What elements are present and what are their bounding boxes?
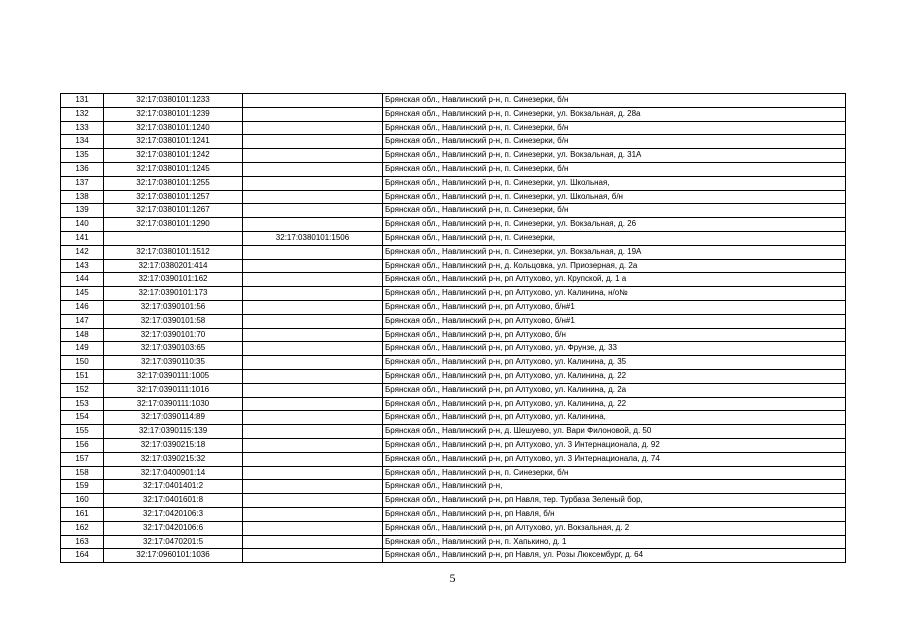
- row-number-cell: 149: [61, 342, 104, 356]
- cadastral-number-cell: 32:17:0390101:56: [104, 300, 243, 314]
- row-number-cell: 138: [61, 190, 104, 204]
- cadastral-number-alt-cell: [243, 245, 383, 259]
- registry-table-body: [61, 94, 846, 563]
- address-cell: Брянская обл., Навлинский р-н, п. Синезерки, ул. Школьная, б/н: [383, 190, 846, 204]
- address-cell: Брянская обл., Навлинский р-н, п. Синезерки, б/н: [383, 204, 846, 218]
- cadastral-number-cell: 32:17:0390110:35: [104, 356, 243, 370]
- cadastral-number-alt-cell: [243, 452, 383, 466]
- address-cell: Брянская обл., Навлинский р-н, п. Синезерки, ул. Вокзальная, д. 26: [383, 218, 846, 232]
- table-row: [61, 287, 846, 301]
- row-number-cell: 141: [61, 231, 104, 245]
- cadastral-number-alt-cell: [243, 259, 383, 273]
- cadastral-number-alt-cell: [243, 494, 383, 508]
- address-cell: Брянская обл., Навлинский р-н, д. Кольцовка, ул. Приозерная, д. 2а: [383, 259, 846, 273]
- cadastral-number-alt-cell: [243, 425, 383, 439]
- table-row: [61, 245, 846, 259]
- address-cell: Брянская обл., Навлинский р-н, рп Алтухово, ул. Калинина,: [383, 411, 846, 425]
- row-number-cell: 131: [61, 94, 104, 108]
- address-cell: Брянская обл., Навлинский р-н,: [383, 480, 846, 494]
- row-number-cell: 164: [61, 549, 104, 563]
- table-row: [61, 94, 846, 108]
- cadastral-number-alt-cell: [243, 411, 383, 425]
- cadastral-number-cell: 32:17:0390101:173: [104, 287, 243, 301]
- table-row: [61, 176, 846, 190]
- row-number-cell: 140: [61, 218, 104, 232]
- cadastral-number-cell: 32:17:0390111:1016: [104, 383, 243, 397]
- cadastral-number-cell: 32:17:0380101:1255: [104, 176, 243, 190]
- cadastral-number-alt-cell: [243, 466, 383, 480]
- row-number-cell: 148: [61, 328, 104, 342]
- row-number-cell: 152: [61, 383, 104, 397]
- table-row: [61, 273, 846, 287]
- table-row: [61, 425, 846, 439]
- table-row: [61, 218, 846, 232]
- address-cell: Брянская обл., Навлинский р-н, п. Синезерки, б/н: [383, 121, 846, 135]
- row-number-cell: 142: [61, 245, 104, 259]
- table-row: [61, 466, 846, 480]
- row-number-cell: 143: [61, 259, 104, 273]
- cadastral-number-alt-cell: [243, 383, 383, 397]
- cadastral-number-cell: 32:17:0390215:32: [104, 452, 243, 466]
- cadastral-number-alt-cell: [243, 94, 383, 108]
- row-number-cell: 132: [61, 107, 104, 121]
- address-cell: Брянская обл., Навлинский р-н, п. Синезерки, б/н: [383, 162, 846, 176]
- cadastral-number-cell: 32:17:0380101:1257: [104, 190, 243, 204]
- cadastral-number-cell: 32:17:0380101:1239: [104, 107, 243, 121]
- row-number-cell: 139: [61, 204, 104, 218]
- cadastral-number-cell: 32:17:0380101:1242: [104, 149, 243, 163]
- row-number-cell: 145: [61, 287, 104, 301]
- cadastral-number-alt-cell: [243, 190, 383, 204]
- row-number-cell: 134: [61, 135, 104, 149]
- table-row: [61, 259, 846, 273]
- row-number-cell: 150: [61, 356, 104, 370]
- address-cell: Брянская обл., Навлинский р-н, п. Синезерки, б/н: [383, 466, 846, 480]
- cadastral-number-cell: 32:17:0380101:1290: [104, 218, 243, 232]
- table-row: [61, 521, 846, 535]
- address-cell: Брянская обл., Навлинский р-н, п. Синезерки,: [383, 231, 846, 245]
- address-cell: Брянская обл., Навлинский р-н, рп Алтухово, ул. Калинина, д. 22: [383, 397, 846, 411]
- address-cell: Брянская обл., Навлинский р-н, рп Алтухово, ул. Вокзальная, д. 2: [383, 521, 846, 535]
- cadastral-number-cell: 32:17:0960101:1036: [104, 549, 243, 563]
- row-number-cell: 135: [61, 149, 104, 163]
- row-number-cell: 155: [61, 425, 104, 439]
- cadastral-number-cell: 32:17:0390103:65: [104, 342, 243, 356]
- cadastral-number-cell: 32:17:0380101:1233: [104, 94, 243, 108]
- row-number-cell: 144: [61, 273, 104, 287]
- cadastral-number-cell: [104, 231, 243, 245]
- cadastral-number-alt-cell: [243, 549, 383, 563]
- address-cell: Брянская обл., Навлинский р-н, рп Алтухово, ул. Калинина, н/о№: [383, 287, 846, 301]
- registry-table: [60, 93, 846, 563]
- row-number-cell: 154: [61, 411, 104, 425]
- table-row: [61, 342, 846, 356]
- table-row: [61, 300, 846, 314]
- table-row: [61, 328, 846, 342]
- address-cell: Брянская обл., Навлинский р-н, рп Алтухово, ул. Фрунзе, д. 33: [383, 342, 846, 356]
- cadastral-number-alt-cell: [243, 204, 383, 218]
- table-row: [61, 162, 846, 176]
- cadastral-number-cell: 32:17:0380201:414: [104, 259, 243, 273]
- table-row: [61, 231, 846, 245]
- table-row: [61, 535, 846, 549]
- address-cell: Брянская обл., Навлинский р-н, рп Навля, ул. Розы Люксембург, д. 64: [383, 549, 846, 563]
- address-cell: Брянская обл., Навлинский р-н, п. Синезерки, б/н: [383, 135, 846, 149]
- cadastral-number-alt-cell: [243, 356, 383, 370]
- cadastral-number-alt-cell: [243, 342, 383, 356]
- address-cell: Брянская обл., Навлинский р-н, рп Алтухово, б/н#1: [383, 314, 846, 328]
- table-row: [61, 204, 846, 218]
- address-cell: Брянская обл., Навлинский р-н, рп Алтухово, ул. Калинина, д. 22: [383, 369, 846, 383]
- table-row: [61, 121, 846, 135]
- table-row: [61, 369, 846, 383]
- cadastral-number-cell: 32:17:0380101:1245: [104, 162, 243, 176]
- cadastral-number-cell: 32:17:0390111:1030: [104, 397, 243, 411]
- address-cell: Брянская обл., Навлинский р-н, п. Хапькино, д. 1: [383, 535, 846, 549]
- table-row: [61, 314, 846, 328]
- cadastral-number-cell: 32:17:0390114:89: [104, 411, 243, 425]
- cadastral-number-cell: 32:17:0420106:6: [104, 521, 243, 535]
- row-number-cell: 136: [61, 162, 104, 176]
- row-number-cell: 151: [61, 369, 104, 383]
- address-cell: Брянская обл., Навлинский р-н, рп Алтухово, б/н#1: [383, 300, 846, 314]
- address-cell: Брянская обл., Навлинский р-н, п. Синезерки, ул. Вокзальная, д. 28а: [383, 107, 846, 121]
- cadastral-number-alt-cell: 32:17:0380101:1506: [243, 231, 383, 245]
- cadastral-number-cell: 32:17:0470201:5: [104, 535, 243, 549]
- row-number-cell: 147: [61, 314, 104, 328]
- row-number-cell: 159: [61, 480, 104, 494]
- cadastral-number-alt-cell: [243, 438, 383, 452]
- address-cell: Брянская обл., Навлинский р-н, рп Алтухово, ул. 3 Интернационала, д. 92: [383, 438, 846, 452]
- cadastral-number-cell: 32:17:0390101:58: [104, 314, 243, 328]
- cadastral-number-alt-cell: [243, 369, 383, 383]
- row-number-cell: 156: [61, 438, 104, 452]
- cadastral-number-alt-cell: [243, 149, 383, 163]
- address-cell: Брянская обл., Навлинский р-н, рп Алтухово, ул. Калинина, д. 35: [383, 356, 846, 370]
- cadastral-number-alt-cell: [243, 135, 383, 149]
- cadastral-number-cell: 32:17:0380101:1267: [104, 204, 243, 218]
- cadastral-number-alt-cell: [243, 218, 383, 232]
- row-number-cell: 158: [61, 466, 104, 480]
- cadastral-number-alt-cell: [243, 107, 383, 121]
- address-cell: Брянская обл., Навлинский р-н, рп Алтухово, б/н: [383, 328, 846, 342]
- cadastral-number-alt-cell: [243, 287, 383, 301]
- cadastral-number-cell: 32:17:0390115:139: [104, 425, 243, 439]
- cadastral-number-alt-cell: [243, 121, 383, 135]
- table-row: [61, 149, 846, 163]
- table-row: [61, 494, 846, 508]
- address-cell: Брянская обл., Навлинский р-н, рп Алтухово, ул. Крупской, д. 1 а: [383, 273, 846, 287]
- cadastral-number-cell: 32:17:0390101:70: [104, 328, 243, 342]
- row-number-cell: 163: [61, 535, 104, 549]
- row-number-cell: 133: [61, 121, 104, 135]
- cadastral-number-alt-cell: [243, 314, 383, 328]
- address-cell: Брянская обл., Навлинский р-н, п. Синезерки, ул. Вокзальная, д. 19А: [383, 245, 846, 259]
- row-number-cell: 153: [61, 397, 104, 411]
- address-cell: Брянская обл., Навлинский р-н, д. Шешуево, ул. Вари Филоновой, д. 50: [383, 425, 846, 439]
- cadastral-number-cell: 32:17:0401401:2: [104, 480, 243, 494]
- row-number-cell: 161: [61, 507, 104, 521]
- address-cell: Брянская обл., Навлинский р-н, п. Синезерки, ул. Школьная,: [383, 176, 846, 190]
- table-row: [61, 452, 846, 466]
- cadastral-number-alt-cell: [243, 162, 383, 176]
- address-cell: Брянская обл., Навлинский р-н, рп Алтухово, ул. Калинина, д. 2а: [383, 383, 846, 397]
- cadastral-number-cell: 32:17:0380101:1240: [104, 121, 243, 135]
- table-row: [61, 438, 846, 452]
- page-number: 5: [449, 571, 456, 585]
- table-row: [61, 411, 846, 425]
- row-number-cell: 146: [61, 300, 104, 314]
- table-row: [61, 507, 846, 521]
- table-row: [61, 480, 846, 494]
- cadastral-number-alt-cell: [243, 300, 383, 314]
- cadastral-number-cell: 32:17:0401601:8: [104, 494, 243, 508]
- address-cell: Брянская обл., Навлинский р-н, п. Синезерки, ул. Вокзальная, д. 31А: [383, 149, 846, 163]
- cadastral-number-cell: 32:17:0390111:1005: [104, 369, 243, 383]
- cadastral-number-alt-cell: [243, 397, 383, 411]
- cadastral-number-cell: 32:17:0380101:1241: [104, 135, 243, 149]
- table-row: [61, 383, 846, 397]
- cadastral-number-cell: 32:17:0390215:18: [104, 438, 243, 452]
- cadastral-number-alt-cell: [243, 176, 383, 190]
- table-row: [61, 107, 846, 121]
- address-cell: Брянская обл., Навлинский р-н, рп Навля, б/н: [383, 507, 846, 521]
- row-number-cell: 162: [61, 521, 104, 535]
- cadastral-number-alt-cell: [243, 273, 383, 287]
- cadastral-number-alt-cell: [243, 480, 383, 494]
- address-cell: Брянская обл., Навлинский р-н, рп Навля, тер. Турбаза Зеленый бор,: [383, 494, 846, 508]
- address-cell: Брянская обл., Навлинский р-н, рп Алтухово, ул. 3 Интернационала, д. 74: [383, 452, 846, 466]
- row-number-cell: 157: [61, 452, 104, 466]
- cadastral-number-alt-cell: [243, 507, 383, 521]
- table-row: [61, 190, 846, 204]
- row-number-cell: 137: [61, 176, 104, 190]
- row-number-cell: 160: [61, 494, 104, 508]
- cadastral-number-cell: 32:17:0380101:1512: [104, 245, 243, 259]
- cadastral-number-cell: 32:17:0420106:3: [104, 507, 243, 521]
- cadastral-number-alt-cell: [243, 535, 383, 549]
- table-row: [61, 549, 846, 563]
- cadastral-number-alt-cell: [243, 328, 383, 342]
- table-row: [61, 397, 846, 411]
- cadastral-number-cell: 32:17:0390101:162: [104, 273, 243, 287]
- address-cell: Брянская обл., Навлинский р-н, п. Синезерки, б/н: [383, 94, 846, 108]
- cadastral-number-alt-cell: [243, 521, 383, 535]
- cadastral-number-cell: 32:17:0400901:14: [104, 466, 243, 480]
- table-row: [61, 135, 846, 149]
- table-row: [61, 356, 846, 370]
